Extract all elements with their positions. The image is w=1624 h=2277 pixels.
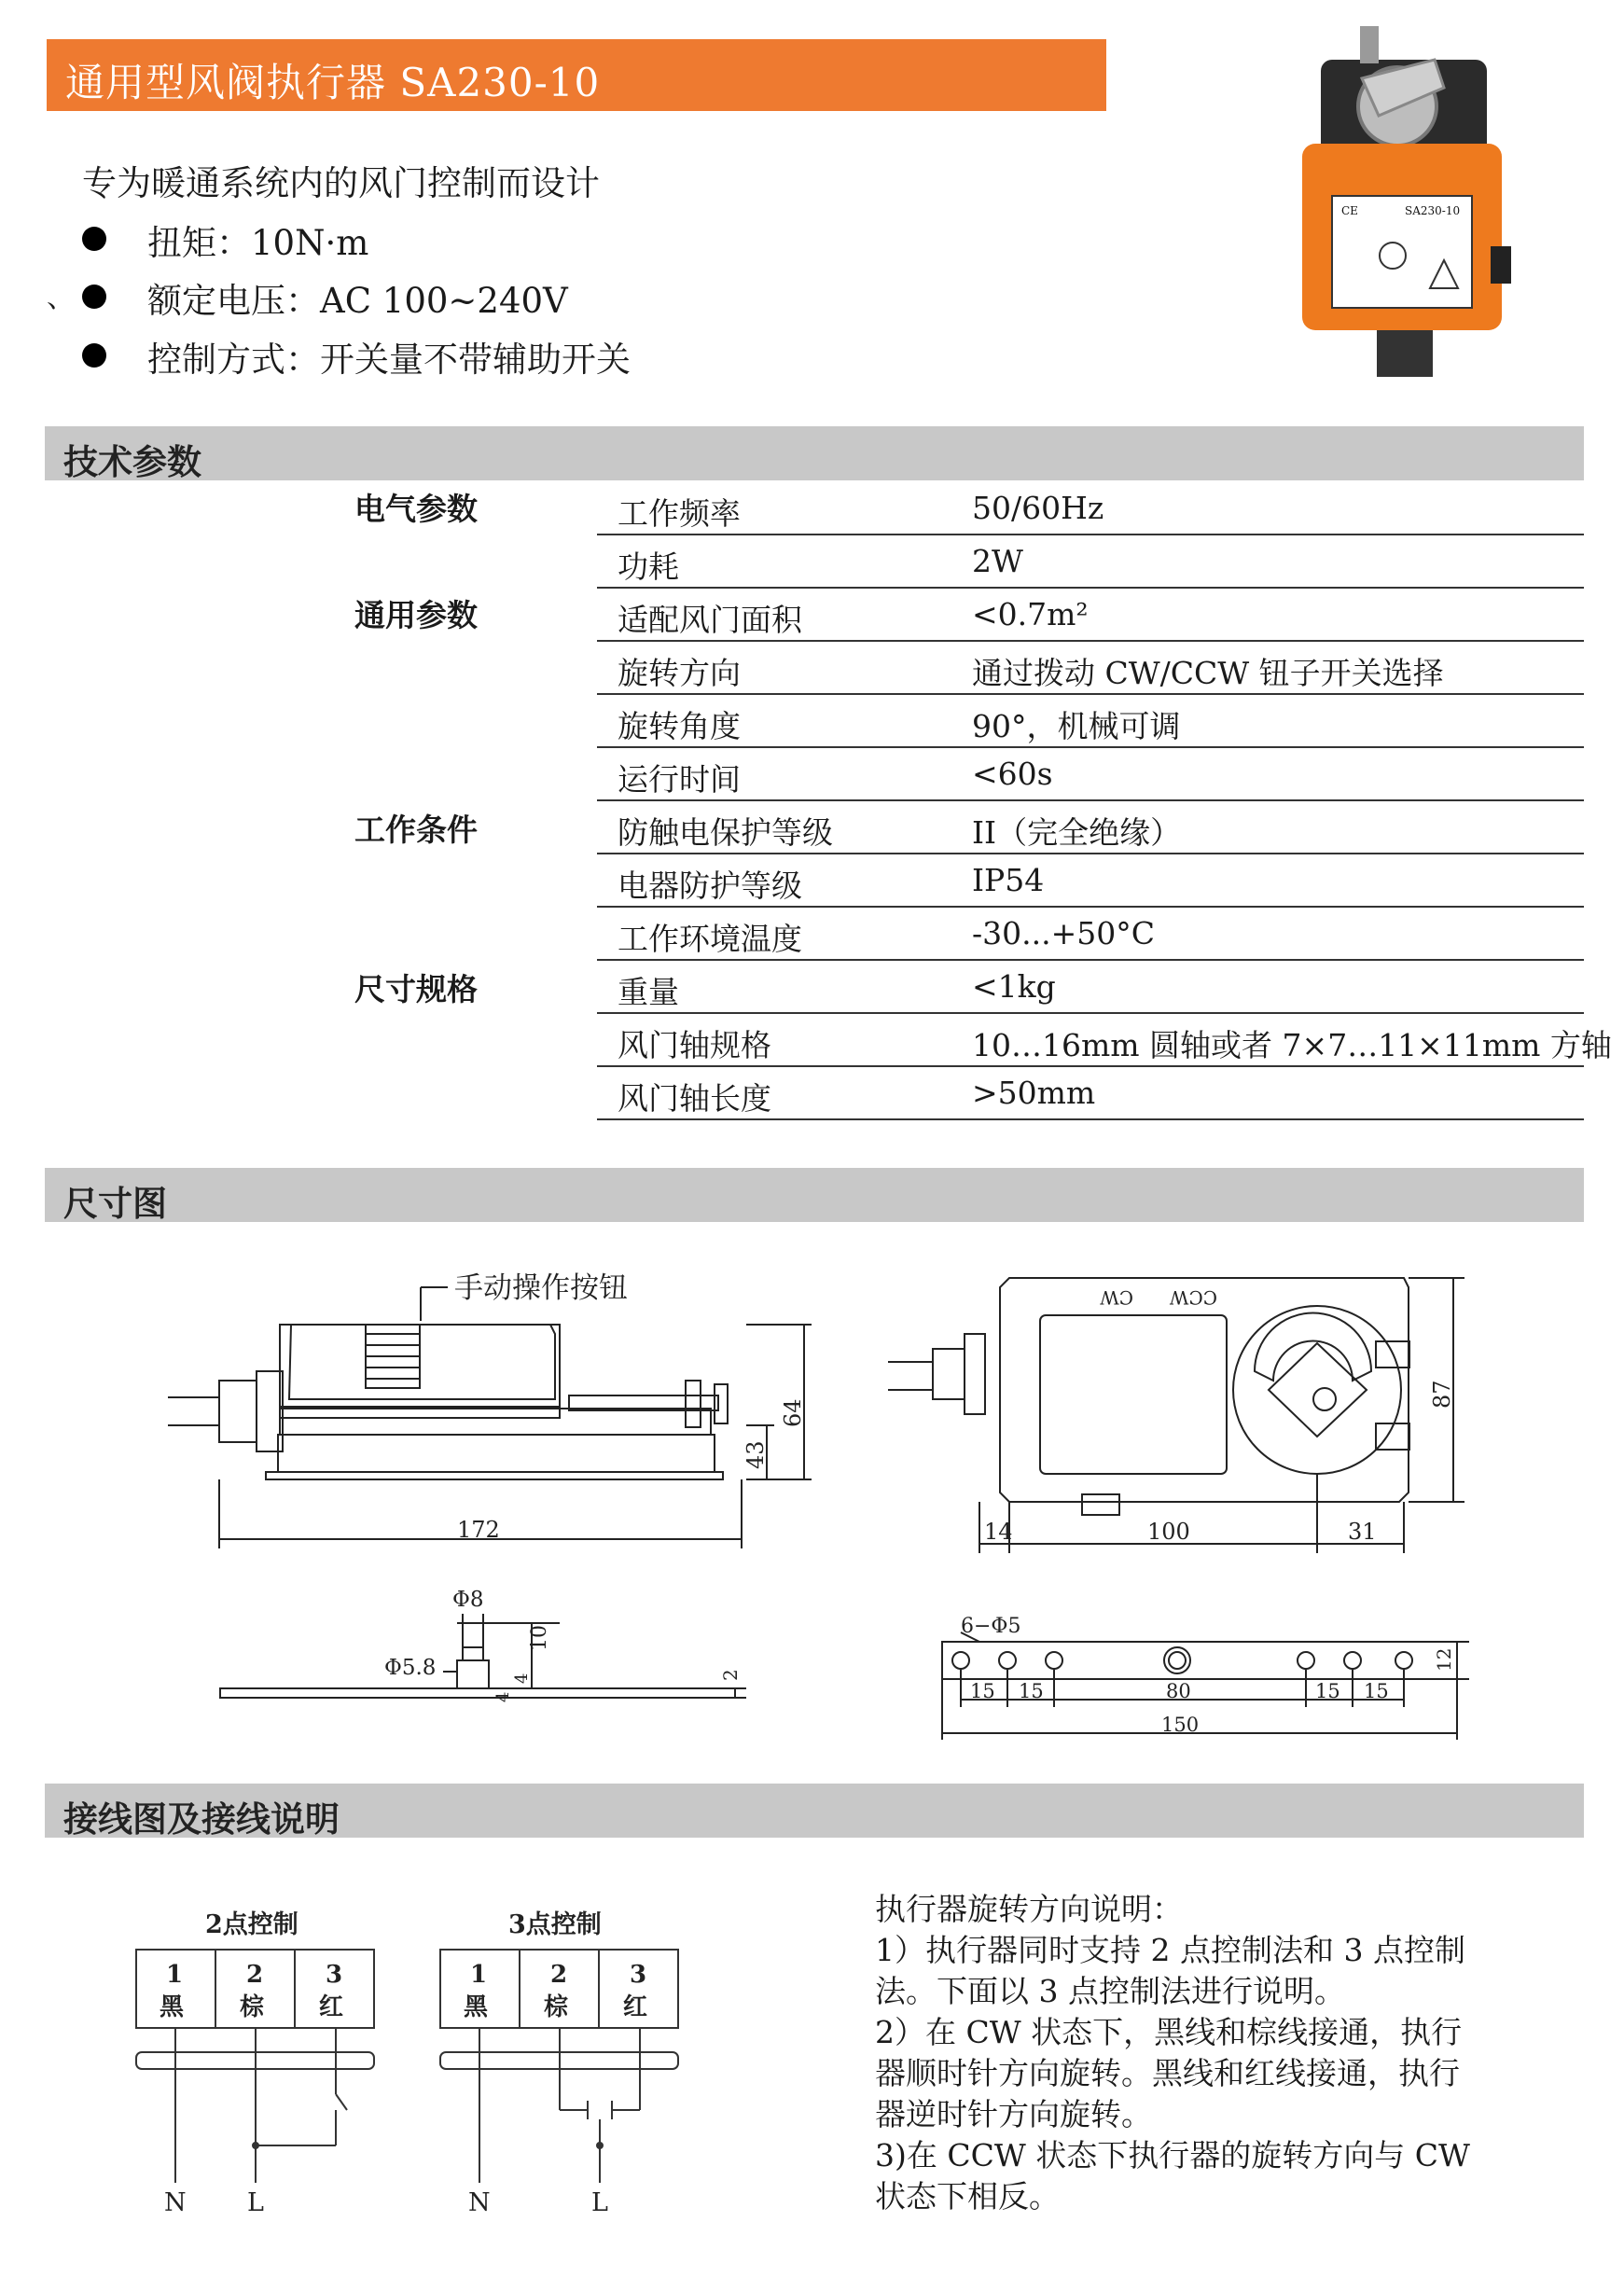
notes-line: 2）在 CW 状态下，黑线和棕线接通，执行 (875, 2014, 1463, 2050)
param-value: 通过拨动 CW/CCW 钮子开关选择 (972, 655, 1444, 691)
dim-4b: 4 (493, 1691, 513, 1702)
side-view (168, 1271, 812, 1548)
notes-line: 3)在 CCW 状态下执行器的旋转方向与 CW (875, 2137, 1470, 2173)
dim-4a: 4 (512, 1673, 532, 1684)
terminal-color: 红 (623, 1993, 648, 2021)
section-tech (45, 426, 1584, 480)
stray-mark: 、 (47, 282, 75, 314)
category-electrical: 电气参数 (354, 491, 478, 527)
terminal-num: 3 (326, 1961, 343, 1989)
title-bar (47, 39, 1106, 111)
bar-total: 150 (1161, 1714, 1200, 1736)
terminal-color: 红 (319, 1993, 344, 2021)
terminal-num: 2 (246, 1961, 264, 1989)
param-value: 50/60Hz (972, 490, 1104, 526)
param-row (597, 746, 1584, 801)
wiring-diagrams (0, 1866, 858, 2239)
bullet-dot (82, 227, 106, 251)
terminal-num: 1 (470, 1961, 488, 1989)
terminal-num: 1 (166, 1961, 184, 1989)
top-view (888, 1278, 1464, 1553)
notes-line: 器逆时针方向旋转。 (875, 2096, 1152, 2132)
param-row (597, 1012, 1612, 1067)
param-name: 风门轴长度 (618, 1080, 771, 1117)
param-value: <60s (972, 756, 1053, 792)
dimension-drawing (0, 1231, 1624, 1772)
param-value: 90°，机械可调 (972, 708, 1181, 744)
dim-2: 2 (719, 1669, 742, 1681)
dim-43: 43 (743, 1440, 769, 1469)
param-name: 工作频率 (618, 495, 741, 532)
category-general: 通用参数 (354, 597, 478, 633)
product-photo (1295, 22, 1511, 381)
category-size: 尺寸规格 (354, 971, 478, 1007)
dim-31: 31 (1348, 1519, 1377, 1545)
bar-d15d: 15 (1364, 1680, 1389, 1702)
top-ccw-label: CCW (1169, 1286, 1217, 1309)
terminal-num: 2 (550, 1961, 568, 1989)
terminal-color: 黑 (464, 1993, 489, 2021)
mounting-bar (942, 1615, 1469, 1740)
bar-d15b: 15 (1019, 1680, 1044, 1702)
param-name: 适配风门面积 (618, 602, 802, 638)
param-name: 旋转方向 (618, 655, 741, 691)
manual-button-label: 手动操作按钮 (454, 1271, 628, 1305)
param-name: 运行时间 (618, 761, 741, 798)
dim-64: 64 (780, 1398, 806, 1427)
three-point-n: N (468, 2188, 491, 2217)
param-row (597, 534, 1584, 589)
terminal-color: 黑 (160, 1993, 185, 2021)
category-working: 工作条件 (354, 812, 478, 848)
param-value: -30...+50°C (972, 915, 1156, 951)
param-value: <0.7m² (972, 596, 1089, 632)
bullet-text: 扭矩：10N·m (147, 223, 369, 263)
bullet-text: 控制方式：开关量不带辅助开关 (147, 340, 631, 380)
param-name: 重量 (618, 974, 679, 1010)
notes-line: 1）执行器同时支持 2 点控制法和 3 点控制 (875, 1932, 1465, 1968)
bullet-text: 额定电压：AC 100~240V (147, 281, 568, 321)
terminal-color: 棕 (544, 1993, 569, 2021)
tagline: 专为暖通系统内的风门控制而设计 (82, 163, 600, 203)
notes-title: 执行器旋转方向说明： (875, 1891, 1183, 1927)
param-name: 工作环境温度 (618, 921, 802, 957)
param-row (597, 959, 1584, 1014)
page-title: 通用型风阀执行器 SA230-10 (65, 60, 601, 105)
notes-line: 器顺时针方向旋转。黑线和红线接通，执行 (875, 2055, 1460, 2091)
param-row (597, 799, 1584, 854)
three-point-diagram (440, 1910, 678, 2217)
rotation-notes (875, 1889, 1584, 2217)
bar-d15a: 15 (970, 1680, 995, 1702)
dim-14: 14 (984, 1519, 1013, 1545)
param-row (597, 693, 1584, 748)
section-title: 尺寸图 (63, 1184, 167, 1224)
param-row (597, 853, 1584, 908)
two-point-l: L (247, 2188, 264, 2217)
section-title: 接线图及接线说明 (63, 1799, 340, 1840)
param-name: 旋转角度 (618, 708, 741, 744)
terminal-num: 3 (630, 1961, 647, 1989)
param-row (597, 480, 1584, 535)
param-value: 10…16mm 圆轴或者 7×7…11×11mm 方轴 (972, 1027, 1612, 1063)
label-panel (1040, 1315, 1227, 1474)
bullet-dot (82, 285, 106, 309)
top-cw-label: CW (1100, 1286, 1133, 1309)
param-value: II（完全绝缘） (972, 814, 1182, 851)
two-point-diagram (136, 1910, 374, 2217)
dim-phi58: Φ5.8 (384, 1656, 437, 1680)
param-row (597, 906, 1584, 961)
two-point-title: 2点控制 (205, 1910, 298, 1939)
dim-172: 172 (457, 1517, 500, 1543)
section-dimensions (45, 1168, 1584, 1222)
param-name: 风门轴规格 (618, 1027, 771, 1063)
param-row (597, 640, 1584, 695)
param-value: 2W (972, 543, 1023, 579)
bar-d80: 80 (1166, 1680, 1191, 1702)
bar-outline (942, 1642, 1457, 1679)
param-value: <1kg (972, 968, 1056, 1005)
notes-line: 法。下面以 3 点控制法进行说明。 (875, 1973, 1345, 2009)
three-point-title: 3点控制 (508, 1910, 602, 1939)
terminal-color: 棕 (240, 1993, 265, 2021)
param-name: 功耗 (618, 548, 679, 585)
dim-100: 100 (1147, 1519, 1190, 1545)
param-value: IP54 (972, 862, 1045, 898)
dim-87: 87 (1429, 1380, 1455, 1409)
param-row (597, 587, 1584, 642)
param-name: 电器防护等级 (618, 868, 802, 904)
three-point-l: L (591, 2188, 608, 2217)
two-point-n: N (164, 2188, 187, 2217)
dim-phi8: Φ8 (452, 1588, 484, 1612)
param-value: >50mm (972, 1075, 1096, 1111)
label-marks: CE (1341, 204, 1358, 217)
bar-holes: 6−Φ5 (961, 1615, 1021, 1638)
bar-d15c: 15 (1315, 1680, 1340, 1702)
param-name: 防触电保护等级 (618, 814, 833, 851)
section-title: 技术参数 (63, 442, 201, 482)
notes-line: 状态下相反。 (875, 2178, 1060, 2215)
section-wiring (45, 1784, 1584, 1838)
bullet-dot (82, 343, 106, 368)
dim-10: 10 (528, 1625, 551, 1651)
cable-gland (1377, 330, 1433, 377)
pin-detail (220, 1588, 746, 1702)
label-model: SA230-10 (1405, 204, 1461, 217)
bar-h12: 12 (1433, 1647, 1455, 1672)
param-row (597, 1065, 1584, 1120)
